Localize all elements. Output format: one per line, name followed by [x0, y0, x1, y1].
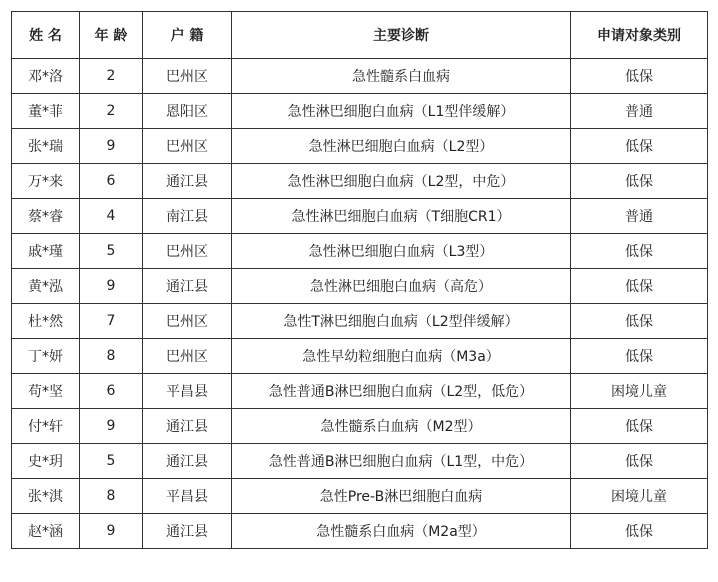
- cell-category: 低保: [571, 129, 708, 164]
- cell-name: 赵*涵: [12, 514, 80, 549]
- cell-name: 杜*然: [12, 304, 80, 339]
- cell-age: 7: [80, 304, 143, 339]
- cell-age: 8: [80, 339, 143, 374]
- cell-age: 6: [80, 374, 143, 409]
- cell-age: 4: [80, 199, 143, 234]
- cell-age: 8: [80, 479, 143, 514]
- cell-hukou: 平昌县: [143, 374, 232, 409]
- cell-hukou: 平昌县: [143, 479, 232, 514]
- cell-diagnosis: 急性髓系白血病（M2型）: [232, 409, 571, 444]
- cell-diagnosis: 急性髓系白血病（M2a型）: [232, 514, 571, 549]
- cell-category: 低保: [571, 409, 708, 444]
- cell-hukou: 巴州区: [143, 304, 232, 339]
- cell-name: 蔡*睿: [12, 199, 80, 234]
- cell-age: 6: [80, 164, 143, 199]
- table-row: [12, 444, 708, 479]
- table-row: [12, 164, 708, 199]
- cell-diagnosis: 急性淋巴细胞白血病（L3型）: [232, 234, 571, 269]
- cell-category: 困境儿童: [571, 479, 708, 514]
- cell-category: 困境儿童: [571, 374, 708, 409]
- cell-name: 邓*洛: [12, 59, 80, 94]
- cell-diagnosis: 急性淋巴细胞白血病（L2型）: [232, 129, 571, 164]
- cell-category: 低保: [571, 269, 708, 304]
- cell-hukou: 巴州区: [143, 59, 232, 94]
- patient-table: [11, 11, 708, 549]
- cell-diagnosis: 急性早幼粒细胞白血病（M3a）: [232, 339, 571, 374]
- cell-name: 张*瑞: [12, 129, 80, 164]
- cell-category: 低保: [571, 514, 708, 549]
- table-row: [12, 94, 708, 129]
- cell-hukou: 通江县: [143, 514, 232, 549]
- cell-name: 史*玥: [12, 444, 80, 479]
- cell-age: 5: [80, 234, 143, 269]
- cell-age: 9: [80, 269, 143, 304]
- table-row: [12, 59, 708, 94]
- cell-diagnosis: 急性淋巴细胞白血病（L2型，中危）: [232, 164, 571, 199]
- cell-name: 付*轩: [12, 409, 80, 444]
- header-category: 申请对象类别: [571, 12, 708, 59]
- cell-diagnosis: 急性普通B淋巴细胞白血病（L2型，低危）: [232, 374, 571, 409]
- cell-category: 普通: [571, 199, 708, 234]
- table-row: [12, 269, 708, 304]
- cell-hukou: 通江县: [143, 444, 232, 479]
- cell-category: 低保: [571, 234, 708, 269]
- table-row: [12, 234, 708, 269]
- cell-age: 2: [80, 94, 143, 129]
- header-name: 姓 名: [12, 12, 80, 59]
- cell-category: 低保: [571, 164, 708, 199]
- cell-category: 低保: [571, 444, 708, 479]
- cell-category: 低保: [571, 339, 708, 374]
- cell-category: 低保: [571, 59, 708, 94]
- cell-name: 张*淇: [12, 479, 80, 514]
- cell-hukou: 巴州区: [143, 234, 232, 269]
- table-row: [12, 514, 708, 549]
- cell-hukou: 通江县: [143, 409, 232, 444]
- cell-name: 苟*坚: [12, 374, 80, 409]
- cell-age: 9: [80, 514, 143, 549]
- table-row: [12, 199, 708, 234]
- cell-name: 万*来: [12, 164, 80, 199]
- cell-diagnosis: 急性淋巴细胞白血病（T细胞CR1）: [232, 199, 571, 234]
- table-row: [12, 339, 708, 374]
- header-diagnosis: 主要诊断: [232, 12, 571, 59]
- cell-name: 丁*妍: [12, 339, 80, 374]
- header-hukou: 户 籍: [143, 12, 232, 59]
- header-age: 年 龄: [80, 12, 143, 59]
- cell-diagnosis: 急性淋巴细胞白血病（L1型伴缓解）: [232, 94, 571, 129]
- table-row: [12, 479, 708, 514]
- cell-diagnosis: 急性髓系白血病: [232, 59, 571, 94]
- cell-age: 5: [80, 444, 143, 479]
- cell-hukou: 通江县: [143, 269, 232, 304]
- patient-table-container: [11, 11, 708, 549]
- cell-name: 黄*泓: [12, 269, 80, 304]
- cell-hukou: 巴州区: [143, 129, 232, 164]
- cell-age: 2: [80, 59, 143, 94]
- cell-diagnosis: 急性普通B淋巴细胞白血病（L1型，中危）: [232, 444, 571, 479]
- cell-hukou: 南江县: [143, 199, 232, 234]
- cell-name: 董*菲: [12, 94, 80, 129]
- cell-diagnosis: 急性T淋巴细胞白血病（L2型伴缓解）: [232, 304, 571, 339]
- table-header-row: [12, 12, 708, 59]
- table-row: [12, 374, 708, 409]
- cell-name: 戚*瑾: [12, 234, 80, 269]
- cell-age: 9: [80, 409, 143, 444]
- cell-category: 低保: [571, 304, 708, 339]
- cell-category: 普通: [571, 94, 708, 129]
- cell-diagnosis: 急性淋巴细胞白血病（高危）: [232, 269, 571, 304]
- table-row: [12, 129, 708, 164]
- table-row: [12, 409, 708, 444]
- cell-diagnosis: 急性Pre-B淋巴细胞白血病: [232, 479, 571, 514]
- cell-age: 9: [80, 129, 143, 164]
- table-row: [12, 304, 708, 339]
- cell-hukou: 通江县: [143, 164, 232, 199]
- table-body: [12, 59, 708, 549]
- cell-hukou: 恩阳区: [143, 94, 232, 129]
- cell-hukou: 巴州区: [143, 339, 232, 374]
